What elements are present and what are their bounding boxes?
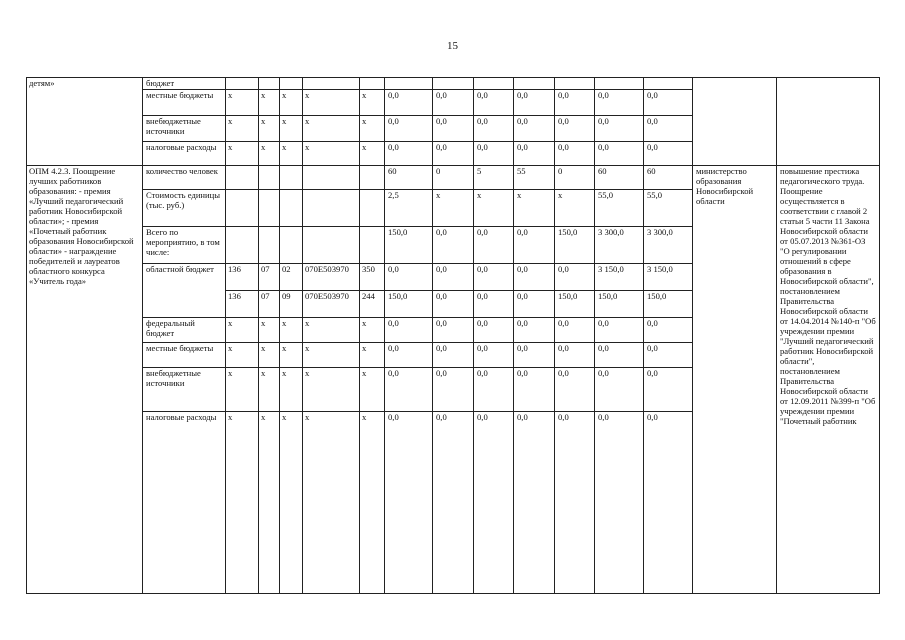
value-cell [385, 78, 433, 90]
code-cell: x [360, 343, 385, 368]
value-cell: 0,0 [474, 142, 514, 166]
code-cell: x [360, 142, 385, 166]
row-label-cell: количество человек [143, 166, 226, 190]
executor-cell: министерство образования Новосибирской области [693, 166, 777, 594]
value-cell: 3 300,0 [644, 227, 693, 264]
value-cell: 0,0 [644, 343, 693, 368]
code-cell: x [360, 318, 385, 343]
value-cell: 0,0 [595, 412, 644, 594]
row-label-cell: Всего по мероприятию, в том числе: [143, 227, 226, 264]
value-cell: 0,0 [644, 368, 693, 412]
code-cell [360, 227, 385, 264]
code-cell: 070E503970 [303, 264, 360, 291]
value-cell: 0,0 [595, 116, 644, 142]
value-cell: 0,0 [474, 227, 514, 264]
row-label-cell: местные бюджеты [143, 90, 226, 116]
value-cell: 60 [595, 166, 644, 190]
value-cell: 150,0 [595, 291, 644, 318]
value-cell: 0,0 [474, 264, 514, 291]
value-cell: 0,0 [433, 412, 474, 594]
value-cell: 0,0 [433, 227, 474, 264]
value-cell [595, 78, 644, 90]
program-table [26, 77, 880, 594]
code-cell: x [259, 142, 280, 166]
row-label-cell: внебюджетные источники [143, 116, 226, 142]
value-cell: 0,0 [555, 116, 595, 142]
result-cell: повышение престижа педагогического труда. Поощрение осуществляется в соответствии с главой 2 статьи 5 части 11 Закона Новосибирской области от 05.07.2013 №361-ОЗ "О регулировании отношений в сфере образования в Новосибирской области", постановлением Правительства Новосибирской области от 14.04.2014 №140-п "Об учреждении премии "Лучший педагогический работник Новосибирской области", постановлением Правительства Новосибирской области от 12.09.2011 №399-п "Об учреждении премии "Почетный работник [777, 166, 880, 594]
code-cell: 09 [280, 291, 303, 318]
code-cell [226, 190, 259, 227]
code-cell [303, 190, 360, 227]
code-cell: x [303, 318, 360, 343]
value-cell: 150,0 [385, 291, 433, 318]
value-cell: x [433, 190, 474, 227]
value-cell: 0,0 [555, 142, 595, 166]
code-cell [226, 78, 259, 90]
value-cell: 0,0 [595, 368, 644, 412]
value-cell: 0,0 [433, 318, 474, 343]
value-cell: 0,0 [474, 343, 514, 368]
value-cell: 0,0 [644, 116, 693, 142]
row-label-cell: внебюджетные источники [143, 368, 226, 412]
value-cell: 0,0 [474, 116, 514, 142]
value-cell: 0 [555, 166, 595, 190]
code-cell: x [226, 318, 259, 343]
value-cell: 55 [514, 166, 555, 190]
value-cell: 0,0 [555, 318, 595, 343]
value-cell: 0,0 [385, 412, 433, 594]
value-cell [514, 78, 555, 90]
code-cell: 07 [259, 264, 280, 291]
value-cell: 0,0 [433, 116, 474, 142]
value-cell: 0,0 [555, 90, 595, 116]
code-cell [360, 166, 385, 190]
value-cell: 60 [385, 166, 433, 190]
value-cell: 150,0 [555, 291, 595, 318]
code-cell: x [360, 368, 385, 412]
value-cell: 2,5 [385, 190, 433, 227]
code-cell: x [280, 90, 303, 116]
value-cell: 0,0 [514, 142, 555, 166]
code-cell: 070E503970 [303, 291, 360, 318]
value-cell: 60 [644, 166, 693, 190]
code-cell [303, 166, 360, 190]
row-label-cell: областной бюджет [143, 264, 226, 318]
value-cell: 0,0 [474, 318, 514, 343]
row-label-cell: местные бюджеты [143, 343, 226, 368]
value-cell: 0,0 [595, 343, 644, 368]
value-cell: 0,0 [385, 368, 433, 412]
code-cell: x [303, 368, 360, 412]
code-cell [303, 78, 360, 90]
value-cell [555, 78, 595, 90]
code-cell [280, 78, 303, 90]
code-cell: 07 [259, 291, 280, 318]
value-cell: 3 150,0 [595, 264, 644, 291]
value-cell: x [514, 190, 555, 227]
value-cell: 0,0 [514, 368, 555, 412]
value-cell: 150,0 [385, 227, 433, 264]
value-cell: 0,0 [555, 343, 595, 368]
code-cell: x [280, 343, 303, 368]
code-cell: x [360, 90, 385, 116]
value-cell: 0,0 [644, 318, 693, 343]
value-cell: 0,0 [385, 264, 433, 291]
code-cell: x [360, 116, 385, 142]
code-cell: x [226, 90, 259, 116]
value-cell: x [474, 190, 514, 227]
value-cell: 5 [474, 166, 514, 190]
table-row [27, 166, 880, 190]
code-cell: x [280, 412, 303, 594]
code-cell: x [303, 142, 360, 166]
code-cell [226, 166, 259, 190]
code-cell: x [226, 368, 259, 412]
code-cell: x [226, 142, 259, 166]
value-cell: 0,0 [474, 368, 514, 412]
code-cell [280, 227, 303, 264]
code-cell [280, 190, 303, 227]
code-cell [303, 227, 360, 264]
row-label-cell: Стоимость единицы (тыс. руб.) [143, 190, 226, 227]
value-cell: 3 300,0 [595, 227, 644, 264]
value-cell: 3 150,0 [644, 264, 693, 291]
code-cell: x [360, 412, 385, 594]
code-cell: x [259, 90, 280, 116]
value-cell: x [555, 190, 595, 227]
code-cell: x [280, 116, 303, 142]
value-cell: 0,0 [514, 318, 555, 343]
value-cell: 0,0 [433, 142, 474, 166]
code-cell: x [303, 90, 360, 116]
code-cell: 244 [360, 291, 385, 318]
page-number: 15 [447, 40, 458, 52]
code-cell: x [259, 318, 280, 343]
value-cell: 0,0 [474, 90, 514, 116]
value-cell: 0,0 [474, 291, 514, 318]
value-cell: 0,0 [644, 90, 693, 116]
value-cell: 0,0 [385, 116, 433, 142]
value-cell: 0,0 [433, 368, 474, 412]
code-cell: x [259, 412, 280, 594]
code-cell: x [259, 116, 280, 142]
code-cell: x [226, 343, 259, 368]
value-cell [474, 78, 514, 90]
value-cell [644, 78, 693, 90]
value-cell: 0,0 [595, 142, 644, 166]
code-cell [259, 190, 280, 227]
code-cell [360, 78, 385, 90]
value-cell: 0,0 [555, 264, 595, 291]
value-cell: 0,0 [514, 291, 555, 318]
value-cell [433, 78, 474, 90]
value-cell: 0,0 [595, 90, 644, 116]
code-cell [280, 166, 303, 190]
code-cell: 02 [280, 264, 303, 291]
code-cell [259, 166, 280, 190]
code-cell: x [259, 343, 280, 368]
value-cell: 0,0 [433, 264, 474, 291]
code-cell [226, 227, 259, 264]
code-cell: x [280, 142, 303, 166]
executor-cell [693, 78, 777, 166]
value-cell: 0,0 [514, 116, 555, 142]
value-cell: 0,0 [595, 318, 644, 343]
code-cell [360, 190, 385, 227]
value-cell: 0,0 [514, 264, 555, 291]
value-cell: 0,0 [514, 227, 555, 264]
code-cell: 136 [226, 291, 259, 318]
value-cell: 0 [433, 166, 474, 190]
value-cell: 150,0 [555, 227, 595, 264]
value-cell: 0,0 [644, 412, 693, 594]
code-cell: x [303, 116, 360, 142]
code-cell: x [303, 343, 360, 368]
row-label-cell: налоговые расходы [143, 142, 226, 166]
value-cell: 150,0 [644, 291, 693, 318]
code-cell: 350 [360, 264, 385, 291]
code-cell: x [259, 368, 280, 412]
row-label-cell: федеральный бюджет [143, 318, 226, 343]
value-cell: 0,0 [514, 343, 555, 368]
row-label-cell: налоговые расходы [143, 412, 226, 594]
value-cell: 55,0 [644, 190, 693, 227]
value-cell: 0,0 [644, 142, 693, 166]
code-cell: x [226, 412, 259, 594]
value-cell: 0,0 [514, 412, 555, 594]
activity-title-cell: ОПМ 4.2.3. Поощрение лучших работников образования: - премия «Лучший педагогический работник Новосибирской области»; - премия «Почетный работник образования Новосибирской области» - награждение победителей и лауреатов областного конкурса «Учитель года» [27, 166, 143, 594]
code-cell: x [226, 116, 259, 142]
value-cell: 0,0 [514, 90, 555, 116]
value-cell: 0,0 [385, 343, 433, 368]
value-cell: 0,0 [385, 90, 433, 116]
code-cell: x [280, 368, 303, 412]
value-cell: 0,0 [433, 343, 474, 368]
value-cell: 0,0 [555, 412, 595, 594]
result-cell [777, 78, 880, 166]
code-cell [259, 227, 280, 264]
code-cell: x [303, 412, 360, 594]
table-row [27, 78, 880, 90]
row-label-cell: бюджет [143, 78, 226, 90]
code-cell [259, 78, 280, 90]
code-cell: 136 [226, 264, 259, 291]
value-cell: 55,0 [595, 190, 644, 227]
value-cell: 0,0 [385, 318, 433, 343]
value-cell: 0,0 [555, 368, 595, 412]
code-cell: x [280, 318, 303, 343]
activity-cell: детям» [27, 78, 143, 166]
value-cell: 0,0 [385, 142, 433, 166]
value-cell: 0,0 [474, 412, 514, 594]
value-cell: 0,0 [433, 291, 474, 318]
value-cell: 0,0 [433, 90, 474, 116]
